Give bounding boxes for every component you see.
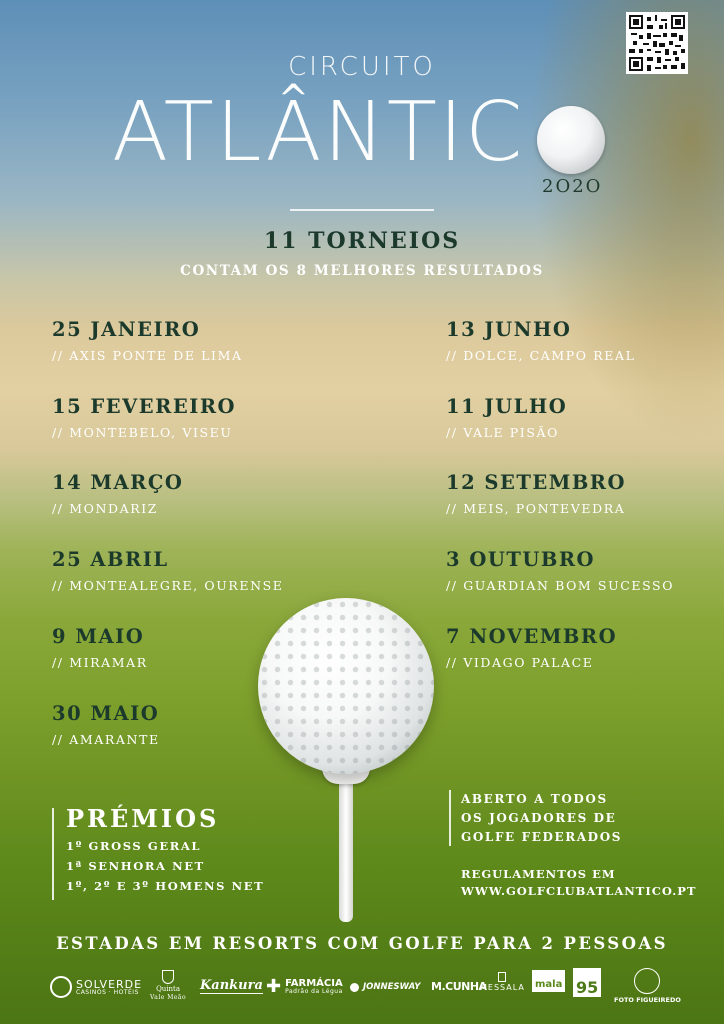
event-venue: // MEIS, PONTEVEDRA — [446, 501, 626, 516]
sponsor-name: FOTO FIGUEIREDO — [614, 996, 681, 1004]
regulations-link[interactable]: WWW.GOLFCLUBATLANTICO.PT — [461, 884, 697, 898]
sponsor-name: JONNESWAY — [363, 982, 421, 992]
sponsor-jonnesway — [350, 982, 420, 992]
event-item — [446, 471, 626, 516]
sponsor-solverde — [50, 976, 142, 998]
event-item — [52, 318, 243, 363]
sponsor-name: Quinta — [156, 985, 181, 993]
camera-badge-icon — [634, 968, 660, 994]
event-date: 30 MAIO — [52, 702, 160, 725]
event-date: 3 OUTUBRO — [446, 548, 596, 571]
sponsor-name: mala — [532, 970, 565, 992]
tournament-count: 11 TORNEIOS — [263, 228, 461, 254]
event-date: 9 MAIO — [52, 625, 145, 648]
event-date: 7 NOVEMBRO — [446, 625, 618, 648]
golf-tee-icon — [339, 782, 353, 922]
scoring-rule: CONTAM OS 8 MELHORES RESULTADOS — [180, 263, 544, 279]
prizes-box — [52, 804, 265, 900]
eligibility-box — [449, 790, 622, 846]
crest-icon — [162, 970, 174, 984]
sponsor-sub: Padrão da Légua — [285, 988, 343, 996]
event-venue: // GUARDIAN BOM SUCESSO — [446, 578, 675, 593]
sponsor-farmacia — [266, 978, 343, 996]
regulations-block — [461, 866, 696, 900]
disc-icon — [350, 983, 359, 992]
event-venue: // MONTEALEGRE, OURENSE — [52, 578, 284, 593]
golf-ball-image — [258, 598, 434, 774]
sponsor-kankura — [200, 978, 263, 994]
sponsor-name: Kankura — [200, 978, 263, 993]
sponsor-name: 95 — [573, 968, 601, 997]
sun-icon — [50, 976, 72, 998]
sponsor-foto-figueiredo — [614, 968, 681, 1004]
event-item — [446, 395, 567, 440]
event-venue: // MIRAMAR — [52, 655, 148, 670]
sponsor-mala — [532, 970, 565, 992]
event-item — [52, 702, 160, 747]
divider — [290, 209, 434, 211]
event-venue: // VIDAGO PALACE — [446, 655, 594, 670]
tower-icon — [498, 972, 506, 982]
golf-ball-logo-icon — [537, 106, 605, 174]
sponsor-messala — [480, 972, 525, 992]
event-venue: // AXIS PONTE DE LIMA — [52, 348, 243, 363]
sponsor-quinta — [150, 970, 186, 1001]
event-date: 13 JUNHO — [446, 318, 572, 341]
event-venue: // MONTEBELO, VISEU — [52, 425, 233, 440]
eligibility-line: ABERTO A TODOS — [461, 792, 608, 806]
event-date: 25 JANEIRO — [52, 318, 201, 341]
sponsor-sub: CASINOS · HOTÉIS — [76, 988, 139, 996]
regulations-label: REGULAMENTOS EM — [461, 867, 616, 881]
circuito-subtitle: CIRCUITO — [288, 52, 436, 82]
event-item — [52, 471, 183, 516]
event-date: 14 MARÇO — [52, 471, 184, 494]
eligibility-line: OS JOGADORES DE — [461, 811, 617, 825]
event-date: 15 FEVEREIRO — [52, 395, 237, 418]
cross-icon: ✚ — [266, 976, 282, 997]
event-item — [52, 625, 148, 670]
event-item — [446, 548, 674, 593]
event-date: 12 SETEMBRO — [446, 471, 627, 494]
prizes-title: PRÉMIOS — [66, 804, 220, 833]
sponsor-name: SOLVERDE — [76, 977, 143, 991]
prize-line: 1ª SENHORA NET — [66, 859, 205, 873]
event-item — [446, 625, 617, 670]
sponsor-name: FARMÁCIA — [285, 977, 343, 989]
sponsor-name: M.CUNHA — [431, 980, 487, 993]
prize-line: 1º, 2º E 3º HOMENS NET — [66, 879, 265, 893]
event-item — [446, 318, 636, 363]
year-label: 2O2O — [542, 176, 603, 197]
sponsor-95 — [573, 968, 601, 997]
event-date: 11 JULHO — [446, 395, 568, 418]
event-venue: // VALE PISÃO — [446, 425, 559, 440]
event-item — [52, 395, 236, 440]
sponsor-sub: Vale Meão — [150, 994, 187, 1001]
event-venue: // DOLCE, CAMPO REAL — [446, 348, 636, 363]
sponsor-mcunha — [431, 980, 487, 993]
event-venue: // AMARANTE — [52, 732, 160, 747]
atlantico-title: ATLÂNTIC — [112, 85, 525, 180]
prize-line: 1º GROSS GERAL — [66, 839, 202, 853]
event-item — [52, 548, 284, 593]
event-date: 25 ABRIL — [52, 548, 169, 571]
event-venue: // MONDARIZ — [52, 501, 159, 516]
sponsor-name: MESSALA — [480, 983, 525, 992]
stays-banner: ESTADAS EM RESORTS COM GOLFE PARA 2 PESSOAS — [56, 934, 668, 953]
eligibility-line: GOLFE FEDERADOS — [461, 830, 623, 844]
